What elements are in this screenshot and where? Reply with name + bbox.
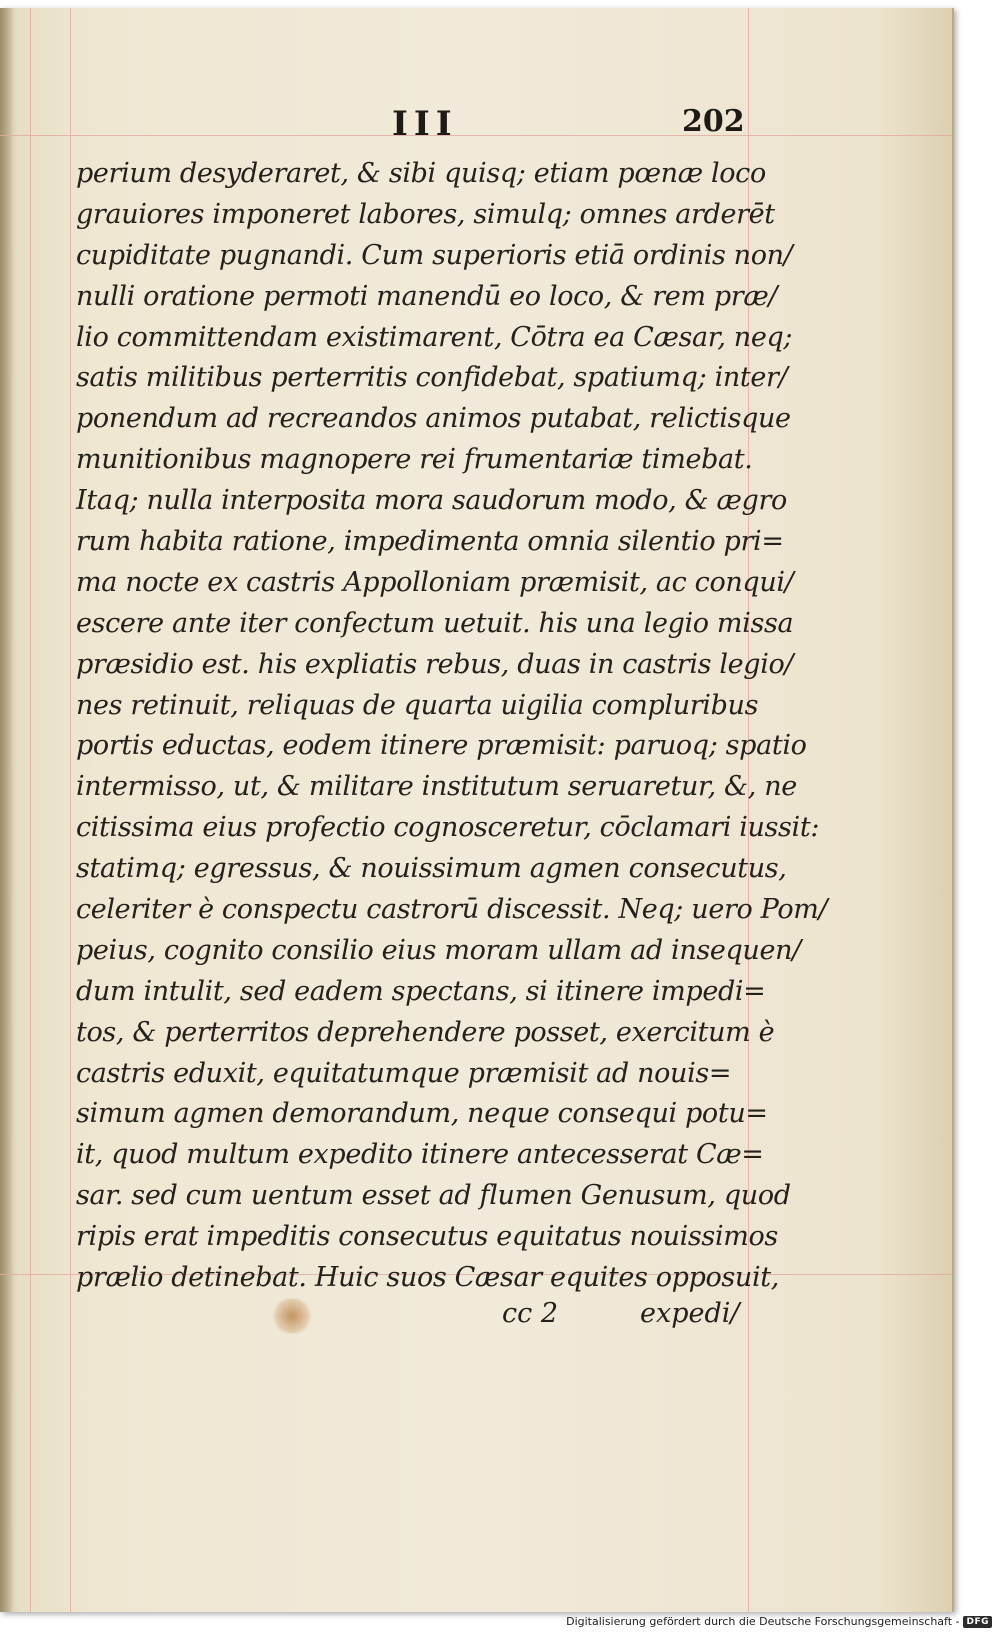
dfg-logo-icon: DFG: [963, 1616, 992, 1628]
text-line: prælio detinebat. Huic suos Cæsar equites opposuit,: [76, 1262, 779, 1294]
credit-text: Digitalisierung gefördert durch die Deutsche Forschungsgemeinschaft -: [566, 1615, 960, 1628]
text-line: citissima eius profectio cognosceretur, cōclamari iussit:: [76, 812, 820, 844]
text-line: castris eduxit, equitatumque præmisit ad nouis=: [76, 1057, 732, 1089]
text-line: grauiores imponeret labores, simulq; omnes arderēt: [76, 198, 775, 230]
text-line: ponendum ad recreandos animos putabat, relictisque: [76, 403, 791, 435]
text-line: intermisso, ut, & militare institutum seruaretur, &, ne: [76, 771, 797, 803]
text-line: statimq; egressus, & nouissimum agmen consecutus,: [76, 853, 787, 885]
ruling-line-left: [70, 8, 71, 1612]
text-line: nulli oratione permoti manendū eo loco, & rem præ/: [76, 280, 778, 312]
text-line: dum intulit, sed eadem spectans, si itinere impedi=: [76, 975, 766, 1007]
folio-number: 202: [682, 104, 745, 139]
text-line: nes retinuit, reliquas de quarta uigilia compluribus: [76, 689, 759, 721]
text-line: ripis erat impeditis consecutus equitatus nouissimos: [76, 1221, 778, 1253]
ruling-line-inner: [30, 8, 31, 1612]
text-line: perium desyderaret, & sibi quisq; etiam pœnæ loco: [76, 158, 766, 189]
signature-heading: III: [392, 104, 458, 144]
text-line: tos, & perterritos deprehendere posset, exercitum è: [76, 1016, 775, 1048]
text-line: portis eductas, eodem itinere præmisit: paruoq; spatio: [76, 730, 807, 762]
text-line: escere ante iter confectum uetuit. his una legio missa: [76, 607, 794, 639]
text-line: rum habita ratione, impedimenta omnia silentio pri=: [76, 526, 784, 558]
text-line: cupiditate pugnandi. Cum superioris etiā ordinis non/: [76, 239, 793, 271]
text-line: simum agmen demorandum, neque consequi potu=: [76, 1098, 768, 1130]
text-line: ma nocte ex castris Appolloniam præmisit, ac conqui/: [76, 566, 794, 598]
ruling-line-top: [0, 135, 952, 136]
ink-stain: [270, 1298, 314, 1334]
text-line: it, quod multum expedito itinere antecesserat Cæ=: [76, 1139, 764, 1171]
text-line: peius, cognito consilio eius moram ullam ad insequen/: [76, 934, 801, 966]
body-text: [76, 154, 828, 1299]
text-line: lio committendam existimarent, Cōtra ea Cæsar, neq;: [76, 321, 793, 353]
text-line: celeriter è conspectu castrorū discessit. Neq; uero Pom/: [76, 894, 828, 926]
text-line: munitionibus magnopere rei frumentariæ timebat.: [76, 444, 753, 476]
catchword: expedi/: [640, 1298, 740, 1329]
book-page: [0, 8, 954, 1612]
text-line: Itaq; nulla interposita mora saudorum modo, & ægro: [76, 485, 787, 517]
digitization-credit: [566, 1615, 992, 1628]
signature-mark: cc 2: [502, 1298, 559, 1329]
text-line: sar. sed cum uentum esset ad flumen Genusum, quod: [76, 1180, 791, 1212]
text-line: præsidio est. his expliatis rebus, duas in castris legio/: [76, 648, 794, 680]
text-line: satis militibus perterritis confidebat, spatiumq; inter/: [76, 362, 788, 394]
